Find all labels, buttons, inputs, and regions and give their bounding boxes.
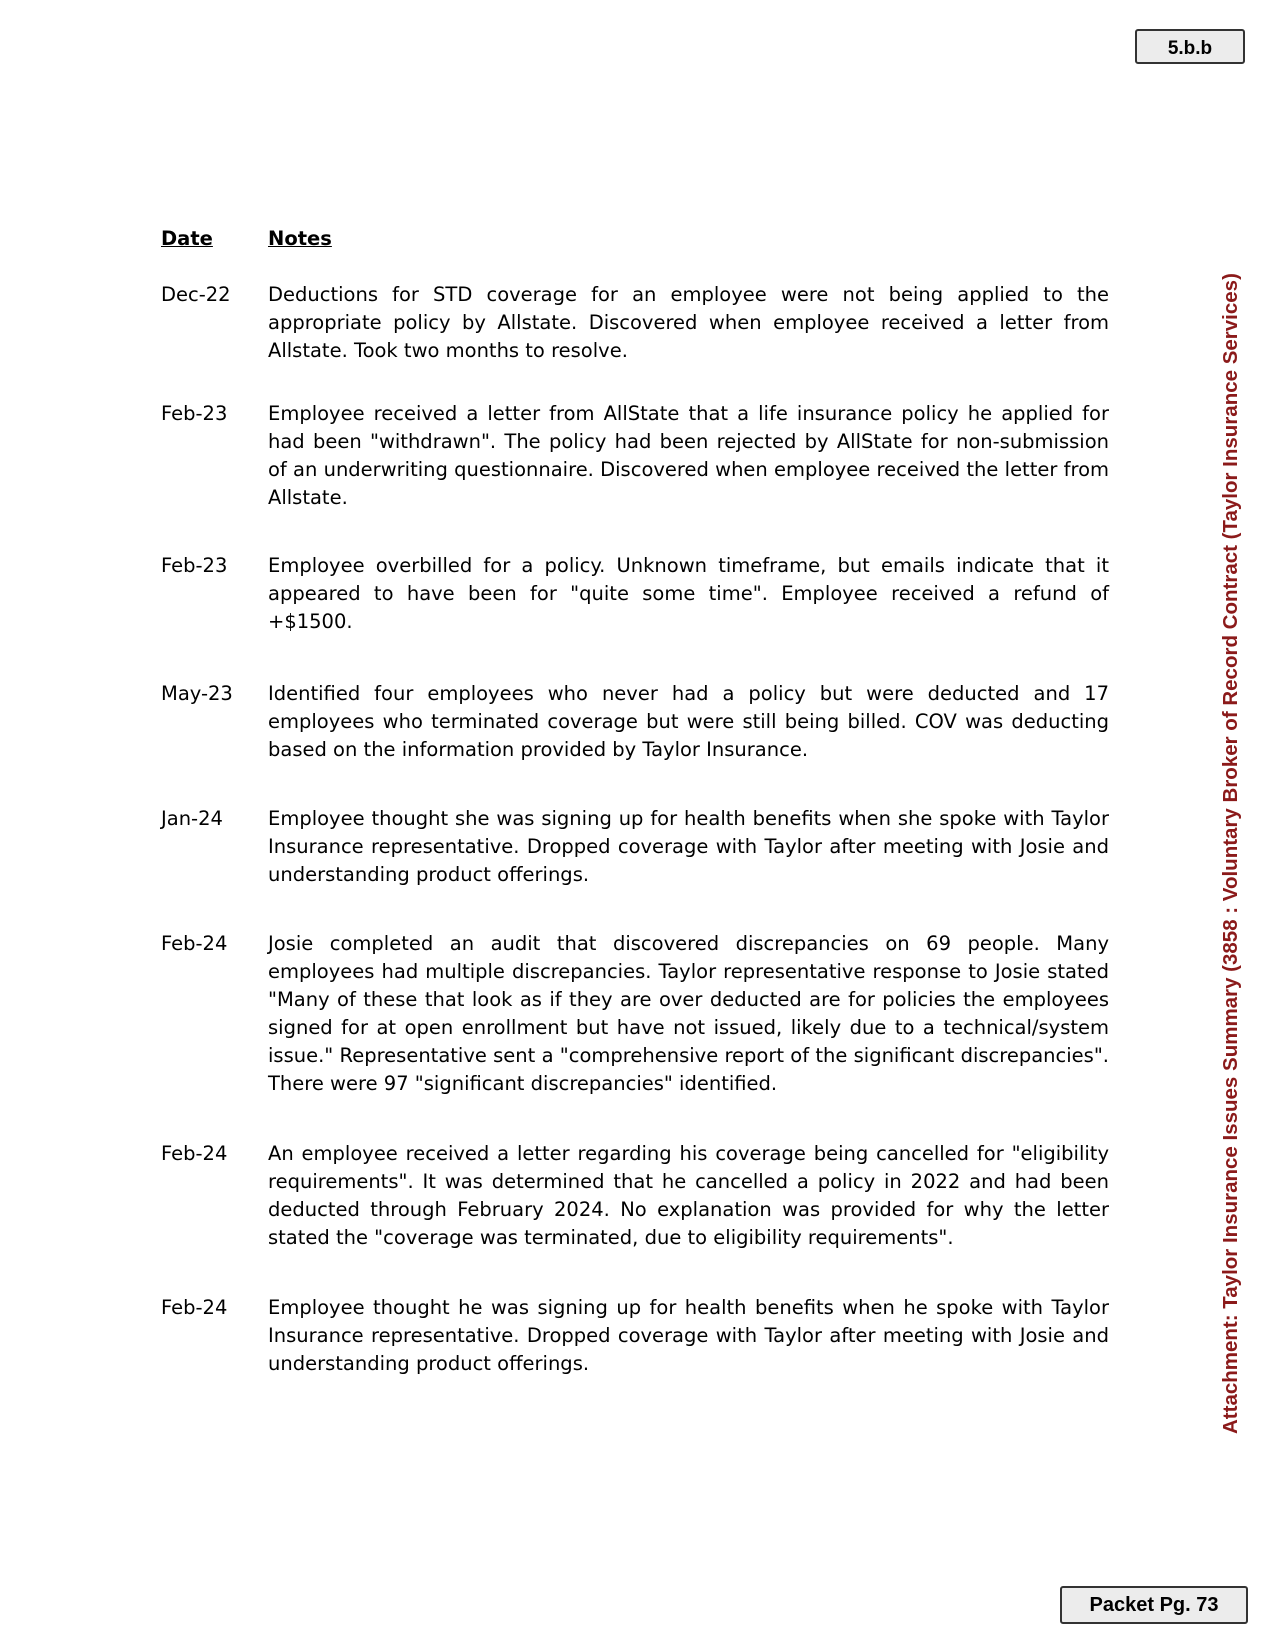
entry-date: Feb-24 [161,1142,228,1165]
entry-date: Feb-24 [161,932,228,955]
entry-note: Deductions for STD coverage for an employee were not being applied to the appropriate policy by Allstate. Discovered when employee received a letter from Allstate. Took two months to resolve. [268,283,1109,362]
packet-page-label: Packet Pg. 73 [1060,1586,1248,1624]
notes-column-header: Notes [268,227,332,250]
entry-note: Employee thought she was signing up for health benefits when she spoke with Taylor Insurance representative. Dropped coverage with Taylor after meeting with Josie and understanding product offerings. [268,807,1109,886]
table-row [161,400,1109,512]
entry-date: Feb-23 [161,402,228,425]
entry-note: Employee received a letter from AllState that a life insurance policy he applied for had been "withdrawn". The policy had been rejected by AllState for non-submission of an underwriting questionnaire. Discovered when employee received the letter from Allstate. [268,402,1109,509]
issues-table [161,225,1109,1378]
entry-date: Feb-23 [161,554,228,577]
date-column-header: Date [161,227,213,250]
entry-note: Identified four employees who never had a policy but were deducted and 17 employees who terminated coverage but were still being billed. COV was deducting based on the information provided by Taylor Insurance. [268,682,1109,761]
entry-note: An employee received a letter regarding his coverage being cancelled for "eligibility requirements". It was determined that he cancelled a policy in 2022 and had been deducted through February 2024. No explanation was provided for why the letter stated the "coverage was terminated, due to eligibility requirements". [268,1142,1109,1249]
table-header [161,225,1109,255]
entry-note: Employee thought he was signing up for health benefits when he spoke with Taylor Insurance representative. Dropped coverage with Taylor after meeting with Josie and understanding product offerings. [268,1296,1109,1375]
table-row [161,1140,1109,1252]
table-row [161,552,1109,636]
table-row [161,805,1109,889]
attachment-side-label: Attachment: Taylor Insurance Issues Summary (3858 : Voluntary Broker of Record Contract (Taylor Insurance Services) [1219,273,1242,1434]
table-row [161,281,1109,365]
entry-note: Employee overbilled for a policy. Unknown timeframe, but emails indicate that it appeared to have been for "quite some time". Employee received a refund of +$1500. [268,554,1109,633]
entry-note: Josie completed an audit that discovered discrepancies on 69 people. Many employees had multiple discrepancies. Taylor representative response to Josie stated "Many of these that look as if they are over deducted are for policies the employees signed for at open enrollment but have not issued, likely due to a technical/system issue." Representative sent a "comprehensive report of the significant discrepancies". There were 97 "significant discrepancies" identified. [268,932,1109,1095]
table-row [161,1294,1109,1378]
table-row [161,930,1109,1098]
table-row [161,680,1109,764]
entry-date: Dec-22 [161,283,231,306]
entry-date: Feb-24 [161,1296,228,1319]
agenda-item-label: 5.b.b [1135,29,1245,64]
entry-date: Jan-24 [161,807,223,830]
entry-date: May-23 [161,682,233,705]
